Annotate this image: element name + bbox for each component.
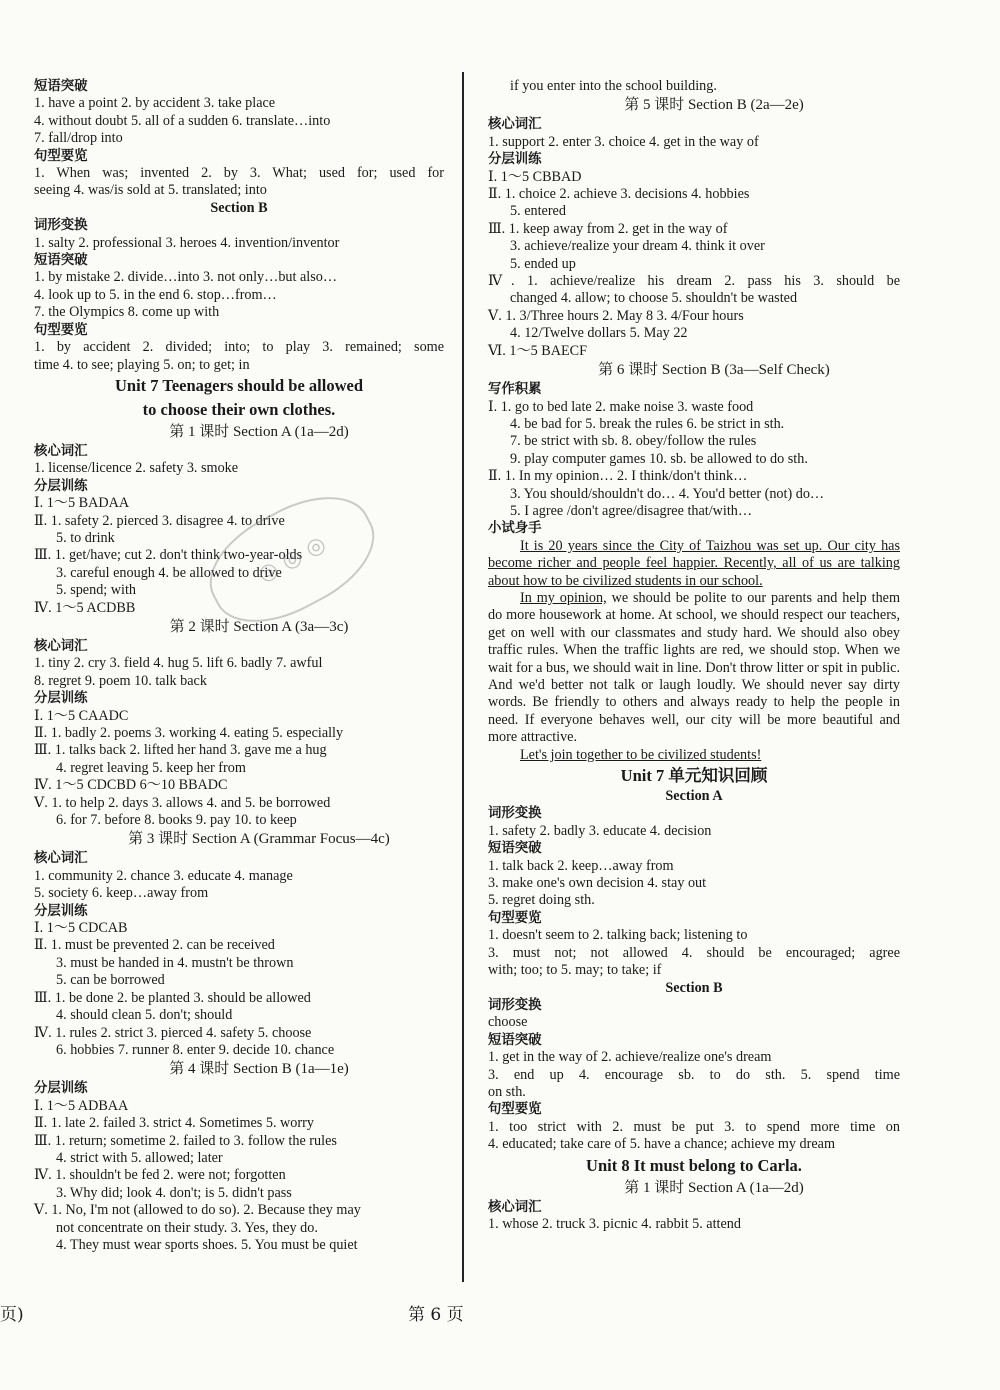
answer-line: 1. too strict with 2. must be put 3. to spend more time on [488, 1118, 900, 1135]
section-heading: Section B [665, 979, 723, 996]
answer-line: 1. doesn't seem to 2. talking back; listening to [488, 927, 748, 944]
answer-line: Ⅰ. 1～5 BADAA [34, 495, 130, 512]
category-heading: 短语突破 [34, 79, 88, 94]
answer-line: Ⅴ. 1. No, I'm not (allowed to do so). 2. Because they may [34, 1202, 361, 1219]
answer-line: 4. They must wear sports shoes. 5. You must be quiet [56, 1236, 358, 1253]
category-heading: 写作积累 [488, 382, 542, 398]
answer-line: Ⅴ. 1. to help 2. days 3. allows 4. and 5. be borrowed [34, 794, 331, 811]
category-heading: 分层训练 [34, 903, 88, 919]
answer-line: 1. have a point 2. by accident 3. take place [34, 95, 276, 112]
answer-line: Ⅳ. 1～5 CDCBD 6～10 BBADC [34, 777, 228, 794]
column-divider [462, 72, 464, 1282]
answer-line: time 4. to see; playing 5. on; to get; in [34, 356, 250, 373]
answer-line: 1. license/licence 2. safety 3. smoke [34, 460, 239, 477]
answer-line: 4. without doubt 5. all of a sudden 6. translate…into [34, 112, 331, 129]
answer-line: 5. society 6. keep…away from [34, 885, 209, 902]
category-heading: 短语突破 [488, 841, 542, 857]
answer-line: 1. tiny 2. cry 3. field 4. hug 5. lift 6. badly 7. awful [34, 655, 323, 672]
answer-line: 3. Why did; look 4. don't; is 5. didn't pass [56, 1184, 292, 1201]
answer-line: 1. talk back 2. keep…away from [488, 857, 674, 874]
answer-line: 4. strict with 5. allowed; later [56, 1149, 223, 1166]
category-heading: 句型要览 [34, 148, 88, 164]
category-heading: 核心词汇 [34, 443, 88, 459]
answer-line: 5. I agree /don't agree/disagree that/with… [510, 502, 753, 519]
unit-title: to choose their own clothes. [142, 399, 336, 419]
answer-line: 4. regret leaving 5. keep her from [56, 759, 246, 776]
answer-line: 1. When was; invented 2. by 3. What; used for; used for [34, 165, 444, 182]
answer-line: 4. should clean 5. don't; should [56, 1007, 233, 1024]
answer-line: Ⅲ. 1. talks back 2. lifted her hand 3. gave me a hug [34, 742, 327, 759]
lesson-heading: 第 6 课时 Section B (3a—Self Check) [598, 362, 830, 379]
answer-line: 8. regret 9. poem 10. talk back [34, 672, 207, 689]
answer-line: 3. must be handed in 4. mustn't be thrown [56, 954, 294, 971]
lesson-heading: 第 1 课时 Section A (1a—2d) [169, 423, 349, 440]
category-heading: 句型要览 [488, 1102, 542, 1118]
right-column-bottom [488, 764, 900, 1233]
answer-line: 5. to drink [56, 529, 115, 546]
answer-line: 1. safety 2. badly 3. educate 4. decision [488, 822, 712, 839]
answer-line: 9. play computer games 10. sb. be allowed to do sth. [510, 450, 808, 467]
lesson-heading: 第 4 课时 Section B (1a—1e) [169, 1061, 349, 1078]
essay-underlined-phrase: In my opinion, [520, 589, 607, 606]
answer-line: 3. must not; not allowed 4. should be encouraged; agree [488, 944, 900, 961]
answer-line: with; too; to 5. may; to take; if [488, 962, 662, 979]
unit-title: Unit 7 Teenagers should be allowed [115, 375, 363, 395]
answer-line: Ⅳ. 1. shouldn't be fed 2. were not; forgotten [34, 1167, 286, 1184]
category-heading: 小试身手 [488, 521, 542, 537]
answer-line: 1. support 2. enter 3. choice 4. get in the way of [488, 133, 759, 150]
lesson-heading: 第 5 课时 Section B (2a—2e) [624, 97, 804, 114]
answer-line: changed 4. allow; to choose 5. shouldn't be wasted [510, 290, 798, 307]
category-heading: 词形变换 [34, 218, 88, 234]
answer-line: Ⅵ. 1～5 BAECF [488, 342, 588, 359]
answer-line: 1. by accident 2. divided; into; to play 3. remained; some [34, 339, 444, 356]
answer-line: Ⅰ. 1～5 CDCAB [34, 920, 128, 937]
answer-line: Ⅲ. 1. keep away from 2. get in the way of [488, 220, 728, 237]
essay-paragraph-1: It is 20 years since the City of Taizhou was set up. Our city has become richer and people feel happier. Recently, all of us are talking about how to be civilized students in our school. [488, 537, 900, 589]
unit-title: Unit 8 It must belong to Carla. [586, 1155, 802, 1175]
unit-title: Unit 7 单元知识回顾 [620, 766, 768, 786]
answer-line: 3. make one's own decision 4. stay out [488, 875, 707, 892]
answer-line: 5. ended up [510, 255, 576, 272]
watermark-stamp: ◎ ◎ ◎ [192, 475, 392, 644]
answer-line: 3. careful enough 4. be allowed to drive [56, 564, 282, 581]
answer-line: Ⅱ. 1. must be prevented 2. can be received [34, 937, 275, 954]
answer-line: 5. can be borrowed [56, 972, 165, 989]
category-heading: 核心词汇 [34, 638, 88, 654]
answer-line: Ⅱ. 1. choice 2. achieve 3. decisions 4. hobbies [488, 186, 750, 203]
answer-line: Ⅲ. 1. return; sometime 2. failed to 3. follow the rules [34, 1132, 337, 1149]
answer-line: 5. entered [510, 203, 566, 220]
answer-line: 5. spend; with [56, 582, 136, 599]
essay-paragraph-2 [488, 590, 900, 747]
answer-line: Ⅲ. 1. get/have; cut 2. don't think two-year-olds [34, 547, 303, 564]
category-heading: 分层训练 [488, 152, 542, 168]
answer-line: Ⅰ. 1～5 ADBAA [34, 1097, 129, 1114]
lesson-heading: 第 2 课时 Section A (3a—3c) [169, 618, 349, 635]
answer-line: on sth. [488, 1083, 526, 1100]
answer-line: 4. be bad for 5. break the rules 6. be strict in sth. [510, 415, 785, 432]
category-heading: 分层训练 [34, 691, 88, 707]
answer-line: 5. regret doing sth. [488, 892, 595, 909]
answer-line: 1. salty 2. professional 3. heroes 4. invention/inventor [34, 234, 340, 251]
category-heading: 分层训练 [34, 478, 88, 494]
category-heading: 核心词汇 [488, 117, 542, 133]
answer-line: seeing 4. was/is sold at 5. translated; into [34, 182, 267, 199]
answer-line: 6. for 7. before 8. books 9. pay 10. to keep [56, 812, 297, 829]
answer-line: Ⅰ. 1～5 CAADC [34, 707, 129, 724]
answer-line: 4. look up to 5. in the end 6. stop…from… [34, 286, 277, 303]
answer-line: Ⅳ. 1～5 ACDBB [34, 599, 136, 616]
answer-line: 7. fall/drop into [34, 130, 123, 147]
answer-line: Ⅱ. 1. late 2. failed 3. strict 4. Sometimes 5. worry [34, 1115, 314, 1132]
answer-line: if you enter into the school building. [510, 78, 717, 94]
answer-line: Ⅲ. 1. be done 2. be planted 3. should be allowed [34, 989, 311, 1006]
answer-line: Ⅳ. 1. achieve/realize his dream 2. pass his 3. should be [488, 273, 900, 290]
answer-line: 1. by mistake 2. divide…into 3. not only…but also… [34, 269, 338, 286]
answer-line: Ⅱ. 1. badly 2. poems 3. working 4. eating 5. especially [34, 725, 344, 741]
writing-sample [488, 538, 900, 764]
category-heading: 词形变换 [488, 997, 542, 1013]
essay-paragraph-3: Let's join together to be civilized students! [520, 746, 762, 763]
answer-line: Ⅳ. 1. rules 2. strict 3. pierced 4. safety 5. choose [34, 1024, 312, 1041]
category-heading: 短语突破 [34, 253, 88, 269]
answer-line: 3. You should/shouldn't do… 4. You'd better (not) do… [510, 485, 825, 502]
footer-page-number: 第 6 页 [408, 1305, 464, 1325]
answer-line: 1. community 2. chance 3. educate 4. manage [34, 867, 293, 884]
answer-line: not concentrate on their study. 3. Yes, they do. [56, 1219, 318, 1236]
category-heading: 短语突破 [488, 1032, 542, 1048]
category-heading: 词形变换 [488, 806, 542, 822]
footer-left-page-label: 页) [0, 1305, 24, 1325]
answer-line: 7. the Olympics 8. come up with [34, 304, 220, 321]
section-heading: Section B [210, 199, 268, 216]
answer-line: 1. get in the way of 2. achieve/realize one's dream [488, 1049, 772, 1066]
answer-line: 1. whose 2. truck 3. picnic 4. rabbit 5. attend [488, 1215, 741, 1232]
answer-line: 3. end up 4. encourage sb. to do sth. 5. spend time [488, 1066, 900, 1083]
answer-line: 3. achieve/realize your dream 4. think it over [510, 238, 765, 255]
answer-line: 4. educated; take care of 5. have a chance; achieve my dream [488, 1136, 836, 1153]
answer-line: Ⅱ. 1. In my opinion… 2. I think/don't think… [488, 468, 748, 485]
category-heading: 句型要览 [488, 910, 542, 926]
answer-line: Ⅴ. 1. 3/Three hours 2. May 8 3. 4/Four hours [488, 307, 744, 324]
answer-line: 6. hobbies 7. runner 8. enter 9. decide 10. chance [56, 1041, 335, 1058]
answer-line: choose [488, 1014, 528, 1031]
essay-paragraph-2-body: we should be polite to our parents and help them do more housework at home. At school, we should respect our teachers, get on well with our classmates and study hard. We should also obey traffic rules. When the traffic lights are red, we should stop. When we wait for a bus, we should wait in line. Don't throw litter or spit in public. And we'd better not talk or laugh loudly. We should never say dirty words. Be friendly to others and always ready to help the people in need. If everyone behaves well, our city will be more beautiful and more attractive. [488, 589, 900, 746]
answer-line: Ⅰ. 1～5 CBBAD [488, 168, 582, 185]
lesson-heading: 第 1 课时 Section A (1a—2d) [624, 1179, 804, 1196]
lesson-heading: 第 3 课时 Section A (Grammar Focus—4c) [128, 831, 390, 848]
answer-line: Ⅱ. 1. safety 2. pierced 3. disagree 4. to drive [34, 512, 285, 529]
answer-line: 4. 12/Twelve dollars 5. May 22 [510, 325, 688, 342]
right-column [488, 78, 900, 1233]
left-column [34, 78, 444, 1254]
answer-line: Ⅰ. 1. go to bed late 2. make noise 3. waste food [488, 398, 754, 415]
right-column-top [488, 78, 900, 538]
category-heading: 句型要览 [34, 322, 88, 338]
category-heading: 核心词汇 [34, 851, 88, 867]
section-heading: Section A [665, 788, 723, 805]
category-heading: 核心词汇 [488, 1199, 542, 1215]
answer-line: 7. be strict with sb. 8. obey/follow the rules [510, 433, 757, 450]
category-heading: 分层训练 [34, 1081, 88, 1097]
